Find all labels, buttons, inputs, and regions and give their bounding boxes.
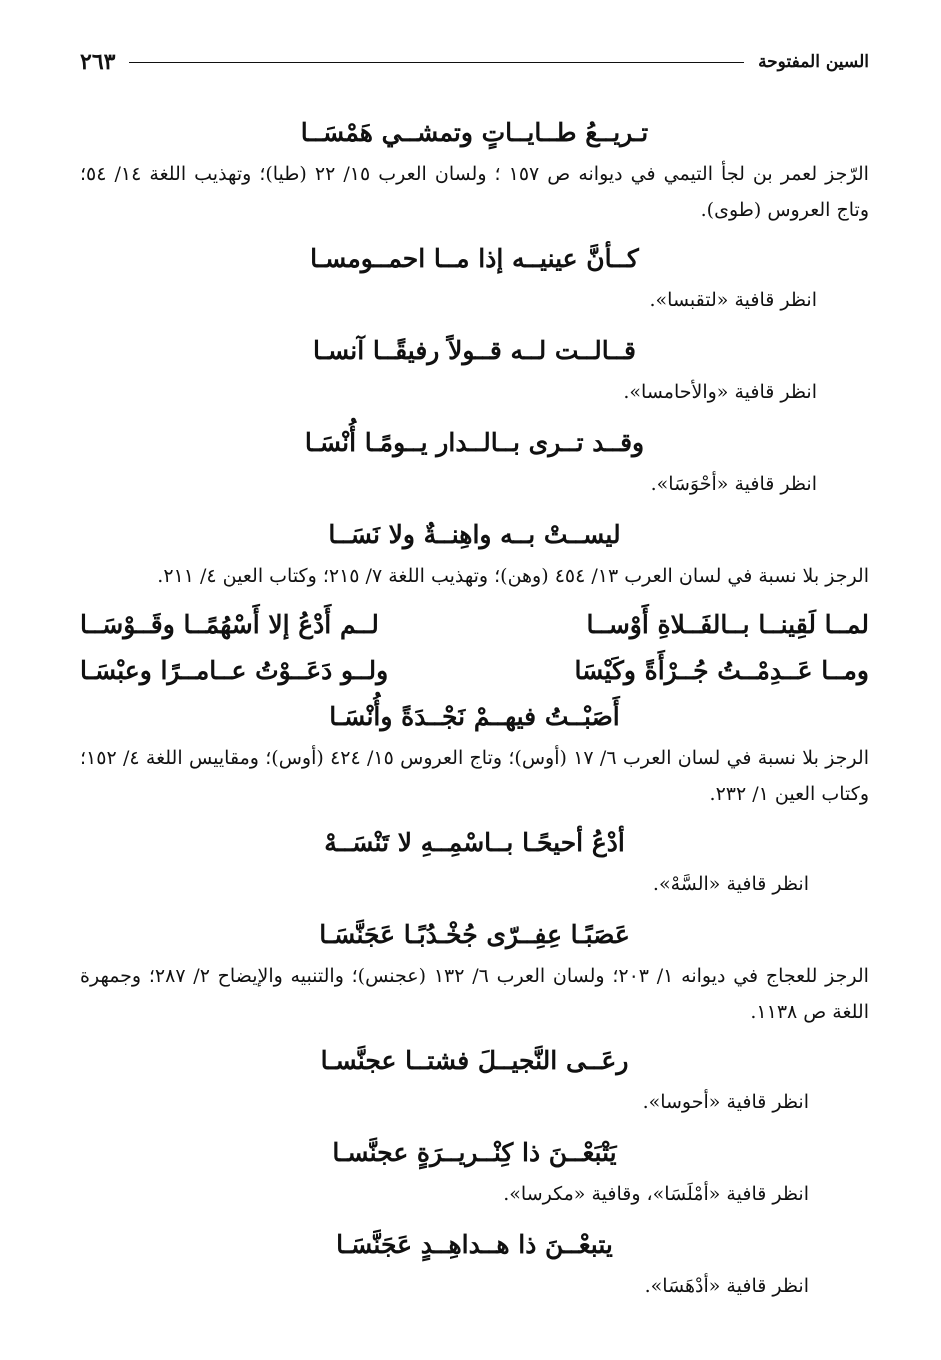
source-note: الرّجز لعمر بن لجأ التيمي في ديوانه ص ١٥٧ ؛ ولسان العرب ١٥/ ٢٢ (طيا)؛ وتهذيب اللغة ١٤/ ٥٤؛ وتاج العروس (طوى). [80,163,869,221]
entry [80,820,869,902]
hemistich-second: ولــو دَعَــوْتُ عــامــرًا وعبْسَـا [80,656,389,685]
cross-reference: انظر قافية «أدْهَسَا». [644,1275,809,1297]
verse: أدْعُ أحيحًـا بــاسْمِــهِ لا تَنْسَــهْ [324,828,625,857]
verse: يَتْبَعْــنَ ذا كِنْــريــرَةٍ عجنَّسـا [332,1138,617,1167]
hemistich-first: لمــا لَقِينــا بــالفَــلاةِ أَوْســا [586,610,869,639]
cross-reference: انظر قافية «أحْوَسَا». [650,473,817,495]
entry [80,1222,869,1304]
verse: يتبعْــنَ ذا هــداهِــدٍ عَجَنَّسَـا [336,1230,613,1259]
entry [80,912,869,1030]
verse: قــالــت لــه قــولاً رفيقًــا آنسـا [313,336,636,365]
verse-line [80,602,869,648]
entry [80,328,869,410]
page-header [80,40,869,84]
verse: كــأنَّ عينيــه إذا مــا احمــومسـا [310,244,639,273]
entry [80,236,869,318]
cross-reference: انظر قافية «أحوسا». [642,1091,809,1113]
cross-reference: انظر قافية «السَّهْ». [652,873,809,895]
source-note: الرجز للعجاج في ديوانه ١/ ٢٠٣؛ ولسان العرب ٦/ ١٣٢ (عجنس)؛ والتنبيه والإيضاح ٢/ ٢٨٧؛ وجمهرة اللغة ص ١١٣٨. [80,965,869,1023]
entry [80,512,869,594]
entry [80,602,869,812]
verse: عَصَبًـا عِفِــرّى جُخْـدُبًـا عَجَنَّسَـا [319,920,630,949]
source-note: الرجز بلا نسبة في لسان العرب ٦/ ١٧ (أوس)؛ وتاج العروس ١٥/ ٤٢٤ (أوس)؛ ومقاييس اللغة ٤/ ١٥٢؛ وكتاب العين ١/ ٢٣٢. [80,747,869,805]
page-number: ٢٦٣ [80,49,116,75]
entry [80,110,869,228]
verse-line [80,648,869,694]
source-note: الرجز بلا نسبة في لسان العرب ١٣/ ٤٥٤ (وهن)؛ وتهذيب اللغة ٧/ ٢١٥؛ وكتاب العين ٤/ ٢١١. [157,565,869,587]
entry [80,420,869,502]
running-title: السين المفتوحة [758,52,869,72]
cross-reference: انظر قافية «والأحامسا». [623,381,817,403]
cross-reference: انظر قافية «لتقبسا». [649,289,817,311]
entry [80,1038,869,1120]
verse: رعَــى النَّجيــلَ فشتــا عجنَّسـا [320,1046,629,1075]
entry [80,1130,869,1212]
cross-reference: انظر قافية «أمْلَسَا»، وقافية «مكرسا». [503,1183,809,1205]
verse: وقــد تــرى بــالــدار يــومًـا أُنْسَـا [304,428,645,457]
hemistich-second: لــم أَدْعُ إلا أَسْهُمًــا وقَــوْسَــا [80,610,379,639]
header-rule [129,62,744,63]
verse: تـريــعُ طــايــاتٍ وتمشــي هَمْسَــا [300,118,649,147]
verse: أَصَبْــتُ فيهــمْ نَجْــدَةً وأُنْسَـا [329,702,620,731]
verse: ليســتْ بــه واهِنــةٌ ولا نَسَــا [328,520,621,549]
hemistich-first: ومــا عَــدِمْــتُ جُــرْأَةً وكَيْسَا [574,656,869,685]
